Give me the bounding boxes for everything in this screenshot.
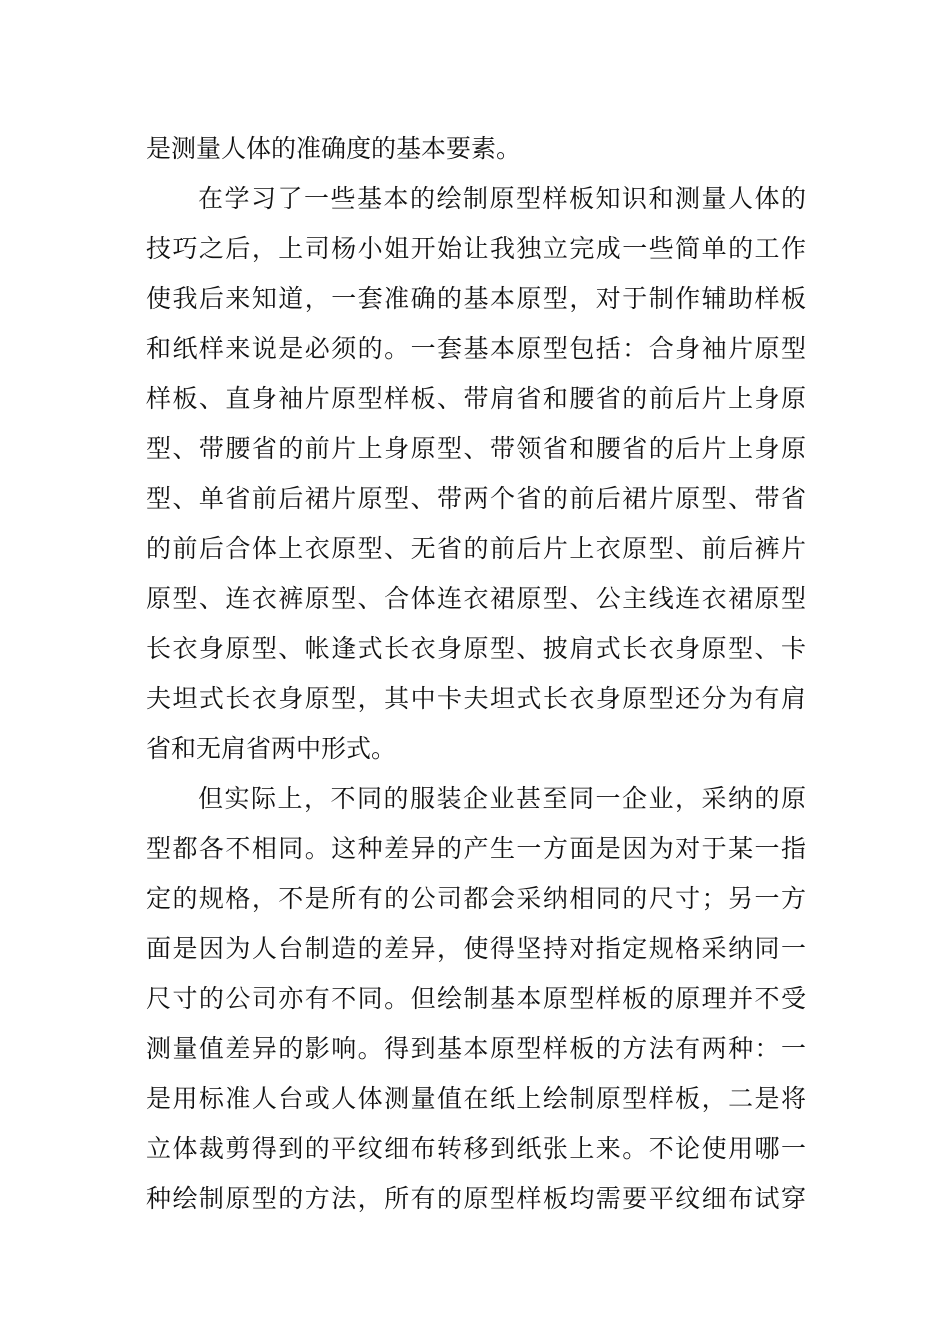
text-line: 是用标准人台或人体测量值在纸上绘制原型样板，二是将 xyxy=(146,1084,806,1113)
text-line: 立体裁剪得到的平纹细布转移到纸张上来。不论使用哪一 xyxy=(146,1134,806,1163)
text-line: 型、单省前后裙片原型、带两个省的前后裙片原型、带省 xyxy=(146,484,806,513)
text-line: 在学习了一些基本的绘制原型样板知识和测量人体的 xyxy=(198,184,806,213)
text-line: 定的规格，不是所有的公司都会采纳相同的尺寸；另一方 xyxy=(146,884,806,913)
text-line: 使我后来知道，一套准确的基本原型，对于制作辅助样板 xyxy=(146,284,806,313)
text-line: 夫坦式长衣身原型，其中卡夫坦式长衣身原型还分为有肩 xyxy=(146,684,806,713)
text-line: 和纸样来说是必须的。一套基本原型包括：合身袖片原型 xyxy=(146,334,806,363)
text-line: 的前后合体上衣原型、无省的前后片上衣原型、前后裤片 xyxy=(146,534,806,563)
text-line: 但实际上，不同的服装企业甚至同一企业，采纳的原 xyxy=(198,784,806,813)
text-line: 型都各不相同。这种差异的产生一方面是因为对于某一指 xyxy=(146,834,806,863)
text-line: 种绘制原型的方法，所有的原型样板均需要平纹细布试穿 xyxy=(146,1184,806,1213)
text-line: 测量值差异的影响。得到基本原型样板的方法有两种：一 xyxy=(146,1034,806,1063)
text-line: 省和无肩省两中形式。 xyxy=(146,734,397,763)
text-line: 技巧之后，上司杨小姐开始让我独立完成一些简单的工作 xyxy=(146,234,806,263)
text-line: 面是因为人台制造的差异，使得坚持对指定规格采纳同一 xyxy=(146,934,806,963)
text-line: 型、带腰省的前片上身原型、带领省和腰省的后片上身原 xyxy=(146,434,806,463)
text-line: 尺寸的公司亦有不同。但绘制基本原型样板的原理并不受 xyxy=(146,984,806,1013)
text-line: 原型、连衣裤原型、合体连衣裙原型、公主线连衣裙原型 xyxy=(146,584,806,613)
text-line: 是测量人体的准确度的基本要素。 xyxy=(146,134,522,163)
text-line: 长衣身原型、帐逢式长衣身原型、披肩式长衣身原型、卡 xyxy=(146,634,806,663)
text-line: 样板、直身袖片原型样板、带肩省和腰省的前后片上身原 xyxy=(146,384,806,413)
